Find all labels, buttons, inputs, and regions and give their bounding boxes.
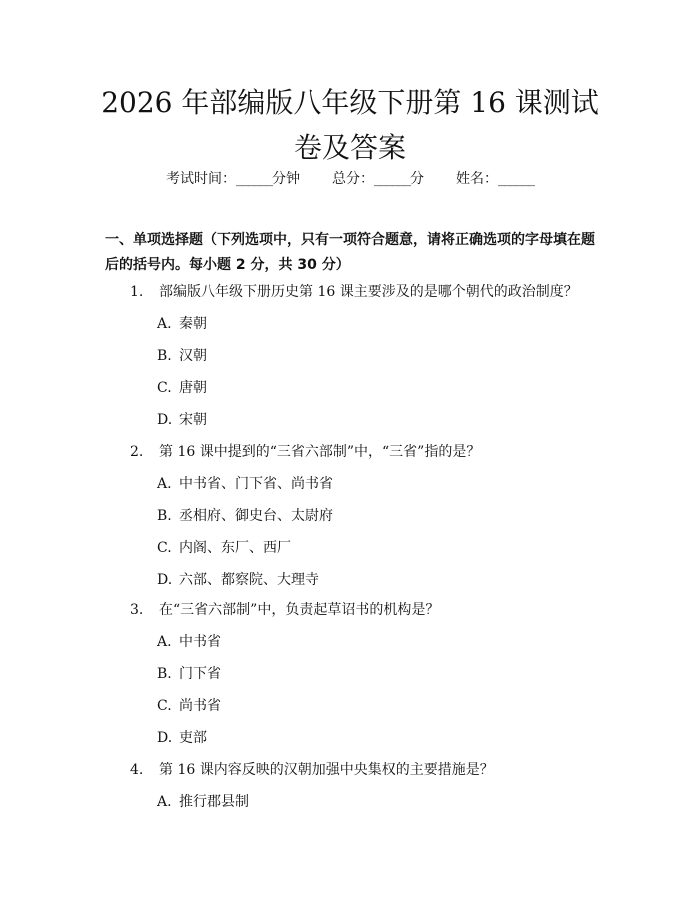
question-text: 第 16 课中提到的“三省六部制”中，“三省”指的是？ [159, 444, 481, 460]
time-label: 考试时间： [166, 171, 236, 187]
option-text: 吏部 [179, 730, 207, 746]
score-blank: ______ [374, 171, 410, 187]
question-text: 部编版八年级下册历史第 16 课主要涉及的是哪个朝代的政治制度？ [159, 284, 578, 300]
question-2 [130, 441, 480, 461]
question-4 [130, 759, 494, 779]
option-letter: D. [157, 412, 173, 428]
option-text: 丞相府、御史台、太尉府 [179, 508, 333, 524]
question-number: 3. [130, 602, 144, 618]
option-text: 唐朝 [179, 380, 207, 396]
question-text: 第 16 课内容反映的汉朝加强中央集权的主要措施是？ [159, 762, 494, 778]
option-1a [157, 313, 207, 333]
page-title: 2026 年部编版八年级下册第 16 课测试卷及答案 [101, 86, 599, 164]
option-2d [157, 569, 319, 589]
score-unit: 分 [410, 171, 424, 187]
question-text: 在“三省六部制”中，负责起草诏书的机构是？ [159, 602, 440, 618]
option-letter: B. [157, 508, 172, 524]
option-4a [157, 791, 249, 811]
option-2c [157, 537, 291, 557]
question-number: 4. [130, 762, 144, 778]
question-3 [130, 599, 439, 619]
option-text: 中书省 [179, 634, 221, 650]
option-letter: C. [157, 380, 172, 396]
option-3c [157, 695, 221, 715]
option-text: 中书省、门下省、尚书省 [179, 476, 333, 492]
option-1c [157, 377, 207, 397]
time-blank: ______ [236, 171, 272, 187]
section-heading: 一、单项选择题（下列选项中，只有一项符合题意，请将正确选项的字母填在题后的括号内。每小题 2 分，共 30 分） [105, 232, 595, 273]
option-text: 汉朝 [179, 348, 207, 364]
option-text: 推行郡县制 [179, 794, 249, 810]
option-letter: A. [157, 634, 172, 650]
option-letter: A. [157, 794, 172, 810]
option-text: 尚书省 [179, 698, 221, 714]
exam-name [456, 168, 534, 188]
option-3d [157, 727, 207, 747]
option-text: 秦朝 [179, 316, 207, 332]
option-letter: A. [157, 476, 172, 492]
name-label: 姓名： [456, 171, 498, 187]
option-letter: C. [157, 698, 172, 714]
time-unit: 分钟 [272, 171, 300, 187]
score-label: 总分： [332, 171, 374, 187]
option-letter: D. [157, 572, 173, 588]
exam-meta [0, 168, 700, 188]
name-blank: ______ [498, 171, 534, 187]
question-number: 1. [130, 284, 144, 300]
option-letter: A. [157, 316, 172, 332]
exam-time [166, 168, 300, 188]
exam-score [332, 168, 424, 188]
question-1 [130, 281, 578, 301]
option-text: 门下省 [179, 666, 221, 682]
question-number: 2. [130, 444, 144, 460]
option-letter: C. [157, 540, 172, 556]
option-3b [157, 663, 221, 683]
option-letter: B. [157, 348, 172, 364]
option-text: 六部、都察院、大理寺 [179, 572, 319, 588]
option-1b [157, 345, 207, 365]
option-text: 内阁、东厂、西厂 [179, 540, 291, 556]
option-3a [157, 631, 221, 651]
option-2b [157, 505, 333, 525]
option-letter: D. [157, 730, 173, 746]
option-text: 宋朝 [179, 412, 207, 428]
option-letter: B. [157, 666, 172, 682]
option-1d [157, 409, 207, 429]
option-2a [157, 473, 333, 493]
